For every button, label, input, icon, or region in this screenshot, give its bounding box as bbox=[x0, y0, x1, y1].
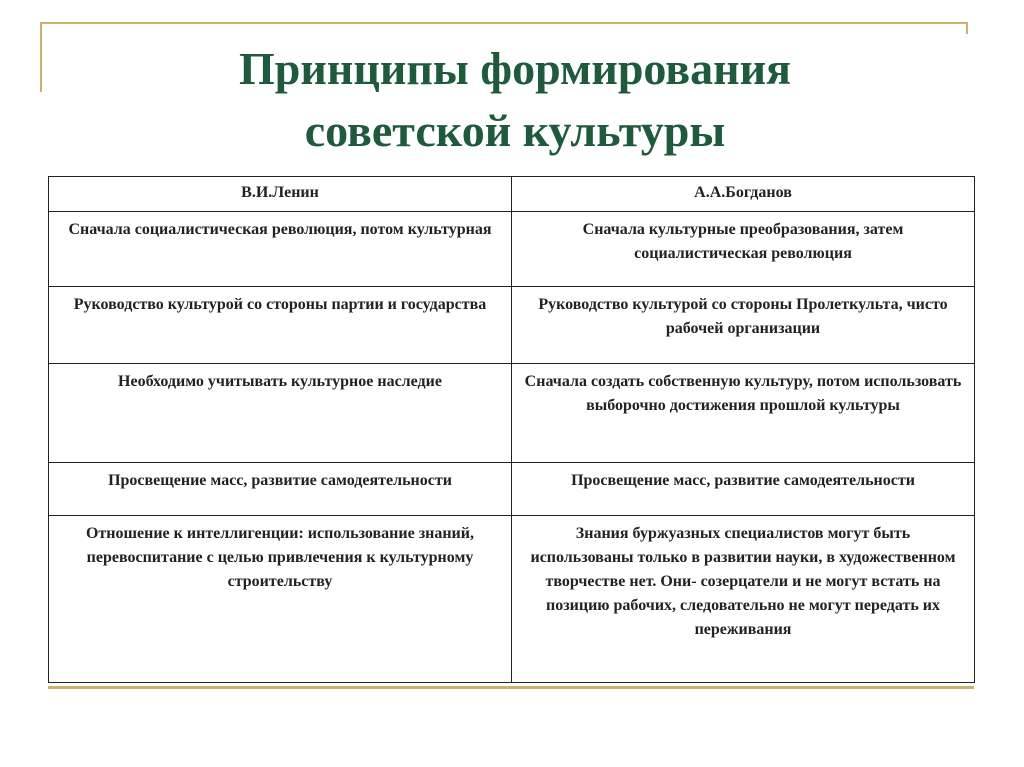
header-bogdanov: А.А.Богданов bbox=[512, 177, 975, 212]
table-row bbox=[49, 364, 975, 463]
decorative-frame-left bbox=[40, 22, 42, 92]
decorative-frame-top bbox=[40, 22, 968, 24]
table-row bbox=[49, 516, 975, 683]
header-lenin: В.И.Ленин bbox=[49, 177, 512, 212]
lenin-cell: Сначала социалистическая революция, потом культурная bbox=[49, 212, 512, 287]
bogdanov-cell: Знания буржуазных специалистов могут быть использованы только в развитии науки, в художественном творчестве нет. Они- созерцатели и не могут встать на позицию рабочих, следовательно не могут передать их переживания bbox=[512, 516, 975, 683]
table-row bbox=[49, 463, 975, 516]
comparison-table bbox=[48, 176, 975, 683]
table-row bbox=[49, 212, 975, 287]
lenin-cell: Руководство культурой со стороны партии и государства bbox=[49, 287, 512, 364]
table-row bbox=[49, 287, 975, 364]
lenin-cell: Необходимо учитывать культурное наследие bbox=[49, 364, 512, 463]
bogdanov-cell: Сначала создать собственную культуру, потом использовать выборочно достижения прошлой культуры bbox=[512, 364, 975, 463]
decorative-bottom-line bbox=[48, 686, 974, 689]
bogdanov-cell: Сначала культурные преобразования, затем социалистическая революция bbox=[512, 212, 975, 287]
slide-title-line-1: Принципы формирования bbox=[238, 43, 792, 94]
lenin-cell: Просвещение масс, развитие самодеятельности bbox=[49, 463, 512, 516]
slide-title-line-2: советской культуры bbox=[304, 105, 726, 156]
bogdanov-cell: Руководство культурой со стороны Пролеткульта, чисто рабочей организации bbox=[512, 287, 975, 364]
lenin-cell: Отношение к интеллигенции: использование знаний, перевоспитание с целью привлечения к культурному строительству bbox=[49, 516, 512, 683]
table-header-row bbox=[49, 177, 975, 212]
bogdanov-cell: Просвещение масс, развитие самодеятельности bbox=[512, 463, 975, 516]
slide-title bbox=[60, 38, 970, 162]
decorative-frame-right bbox=[966, 22, 968, 34]
